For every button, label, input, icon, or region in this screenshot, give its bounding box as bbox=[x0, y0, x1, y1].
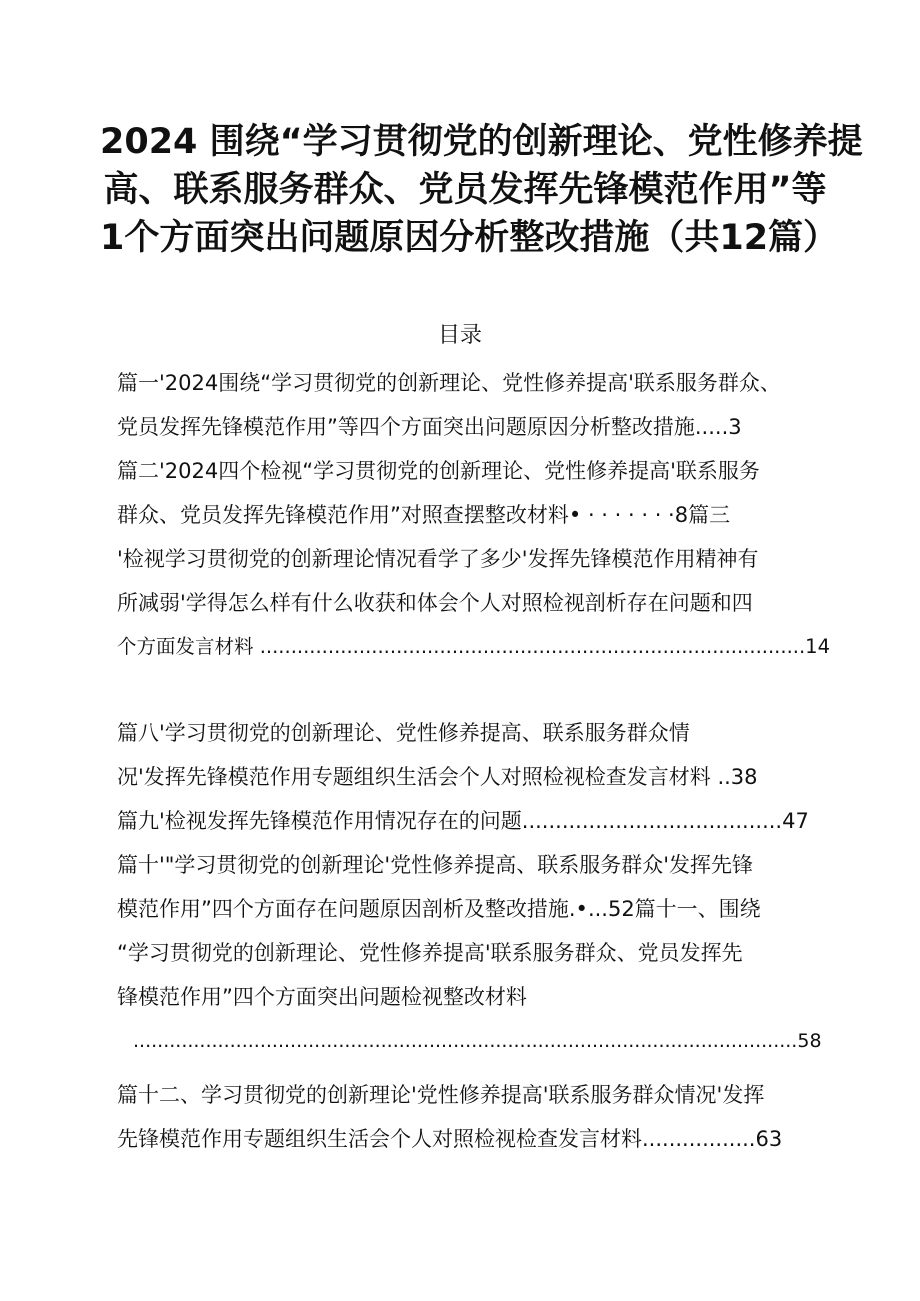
toc-line-14: 锋模范作用”四个方面突出问题检视整改材料 bbox=[117, 985, 527, 1009]
toc-line-2: 党员发挥先锋模范作用”等四个方面突出问题原因分析整改措施.....3 bbox=[117, 415, 742, 439]
document-title bbox=[100, 118, 863, 262]
toc-line-1: 篇一'2024围绕“学习贯彻党的创新理论、党性修养提高'联系服务群众、 bbox=[117, 371, 781, 395]
toc-line-13: “学习贯彻党的创新理论、党性修养提高'联系服务群众、党员发挥先 bbox=[117, 941, 743, 965]
toc-line-15: ..............................................................................................................58 bbox=[133, 1030, 822, 1052]
toc-line-8: 篇八'学习贯彻党的创新理论、党性修养提高、联系服务群众情 bbox=[117, 721, 690, 745]
title-line-1: 2024 围绕“学习贯彻党的创新理论、党性修养提 bbox=[100, 122, 863, 162]
toc-line-4: 群众、党员发挥先锋模范作用”对照查摆整改材料• · · · · · · ·8篇三 bbox=[117, 503, 731, 527]
title-line-2: 高、联系服务群众、党员发挥先锋模范作用”等 bbox=[103, 170, 827, 210]
title-line-3: 1个方面突出问题原因分析整改措施（共12篇） bbox=[100, 218, 839, 258]
toc-line-9: 况'发挥先锋模范作用专题组织生活会个人对照检视检查发言材料 ..38 bbox=[117, 765, 758, 789]
toc-line-5: '检视学习贯彻党的创新理论情况看学了多少'发挥先锋模范作用精神有 bbox=[117, 547, 759, 571]
toc-heading: 目录 bbox=[437, 323, 482, 348]
toc-line-3: 篇二'2024四个检视“学习贯彻党的创新理论、党性修养提高'联系服务 bbox=[117, 459, 760, 483]
toc-line-12: 模范作用”四个方面存在问题原因剖析及整改措施.•...52篇十一、围绕 bbox=[117, 897, 761, 921]
toc-line-17: 先锋模范作用专题组织生活会个人对照检视检查发言材料.................63 bbox=[117, 1127, 783, 1151]
toc-line-11: 篇十'"学习贯彻党的创新理论'党性修养提高、联系服务群众'发挥先锋 bbox=[117, 853, 753, 877]
toc-line-10: 篇九'检视发挥先锋模范作用情况存在的问题.......................................47 bbox=[117, 809, 809, 833]
toc-line-6: 所减弱'学得怎么样有什么收获和体会个人对照检视剖析存在问题和四 bbox=[117, 591, 753, 615]
toc-line-16: 篇十二、学习贯彻党的创新理论'党性修养提高'联系服务群众情况'发挥 bbox=[117, 1083, 765, 1107]
toc-line-7: 个方面发言材料 ........................................................................................14 bbox=[117, 635, 830, 658]
